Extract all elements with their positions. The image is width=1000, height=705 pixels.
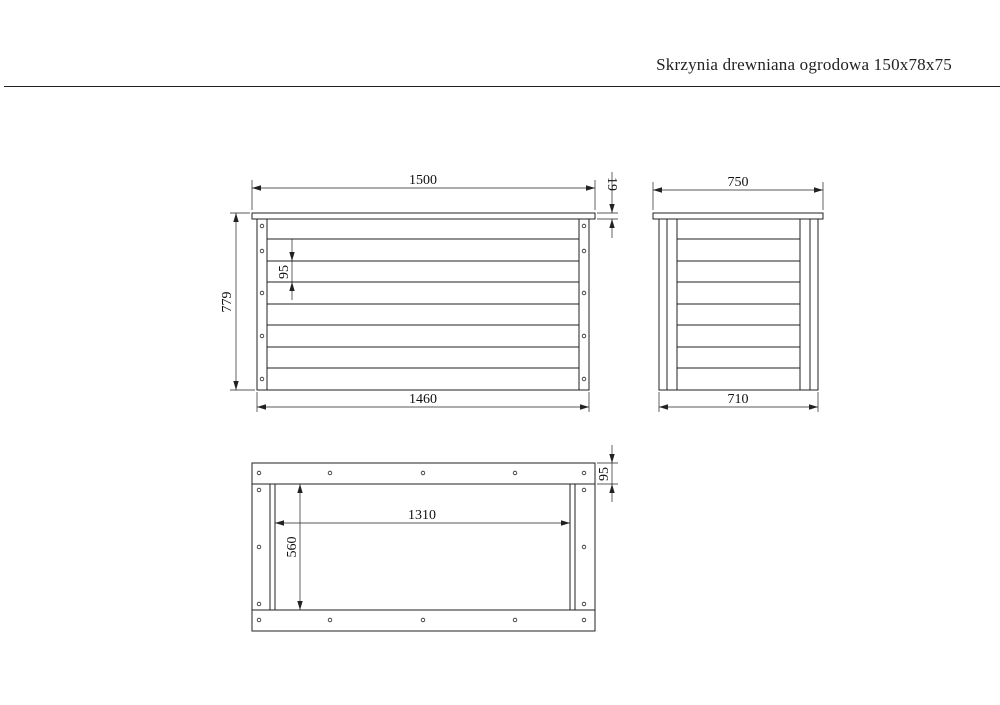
side-board-joints: [677, 239, 800, 368]
front-screw-holes: [260, 224, 586, 381]
side-dimensions: [653, 175, 823, 412]
dim-1500-label: 1500: [409, 173, 437, 188]
dim-95-board-label: 95: [277, 265, 292, 279]
top-left-post: [270, 484, 275, 610]
dim-779-label: 779: [220, 291, 235, 313]
top-outer-frame: [252, 463, 595, 631]
top-right-post: [570, 484, 575, 610]
dim-1460-label: 1460: [409, 392, 437, 407]
top-view: [252, 463, 595, 631]
side-view: [653, 213, 823, 390]
front-board-joints: [267, 239, 579, 368]
top-dimensions: [275, 445, 618, 610]
dim-1310-label: 1310: [408, 508, 436, 523]
side-lid: [653, 213, 823, 219]
dim-95-frame-label: 95: [597, 467, 612, 481]
front-lid: [252, 213, 595, 219]
dim-560-label: 560: [285, 536, 300, 558]
top-screw-holes: [257, 471, 586, 622]
front-view: [252, 213, 595, 390]
dim-710-label: 710: [727, 392, 749, 407]
front-dimensions: [220, 172, 619, 412]
dim-750-label: 750: [727, 175, 749, 190]
drawing-title: Skrzynia drewniana ogrodowa 150x78x75: [656, 55, 952, 74]
dim-19-label: 19: [604, 177, 619, 191]
